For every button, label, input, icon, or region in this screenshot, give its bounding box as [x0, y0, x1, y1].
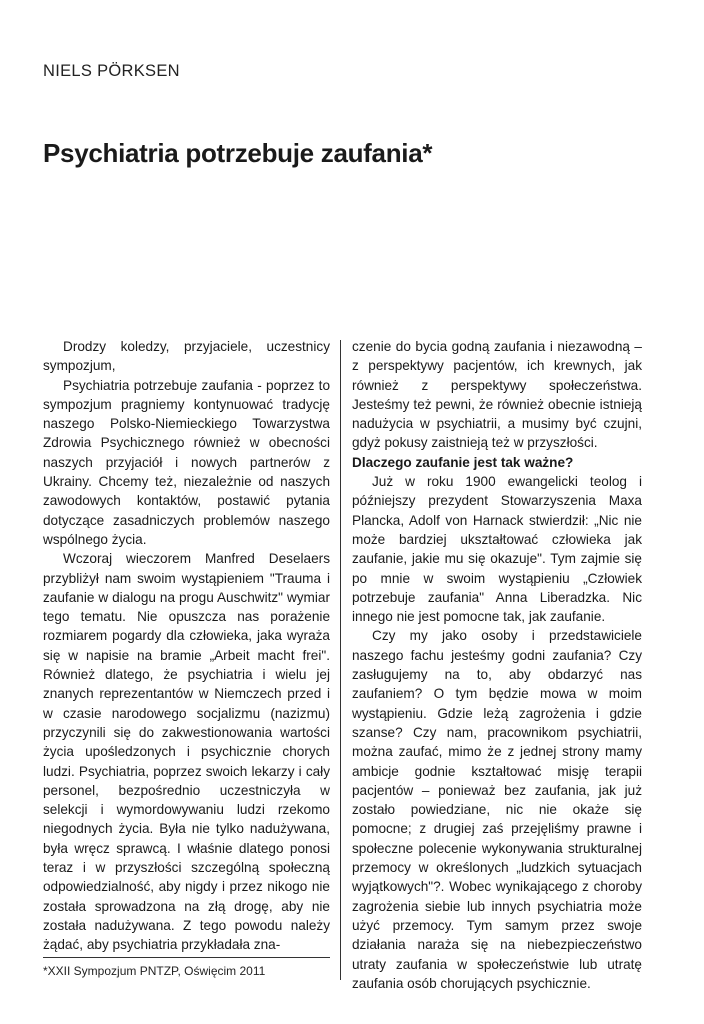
paragraph-harnack: Już w roku 1900 ewangelicki teolog i późniejszy prezydent Stowarzyszenia Maxa Plancka, Adolf von Harnack stwierdził: „Nic nie może bardziej ukształtować człowieka jak zaufanie, jakie mu się okazuje". Tym zajmie się po mnie w swoim wystąpieniu „Człowiek potrzebuje zaufania" Anna Liberadzka. Nic innego nie jest pomocne tak, jak zaufanie.: [352, 474, 642, 625]
author-name: NIELS PÖRKSEN: [43, 62, 180, 80]
article-title: Psychiatria potrzebuje zaufania*: [43, 138, 433, 168]
right-column: [352, 337, 642, 993]
paragraph-greeting: Drodzy koledzy, przyjaciele, uczestnicy sympozjum,: [43, 339, 330, 374]
paragraph-continuation: czenie do bycia godną zaufania i niezawodną – z perspektywy pacjentów, ich krewnych, jak również z perspektywy społeczeństwa. Jesteśmy też pewni, że również obecnie istnieją nadużycia w psychiatrii, a musimy być czujni, gdyż pokusy zaistnieją też w przyszłości.: [352, 339, 642, 451]
footnote: *XXII Sympozjum PNTZP, Oświęcim 2011: [43, 964, 266, 978]
paragraph-trust-questions: Czy my jako osoby i przedstawiciele naszego fachu jesteśmy godni zaufania? Czy zasługujemy na to, aby obdarzyć nas zaufaniem? O tym będzie mowa w moim wystąpieniu. Gdzie leżą zagrożenia i gdzie szanse? Czy nam, pracownikom psychiatrii, można zaufać, mimo że z jednej strony mamy ambicje godnie kształtować misję terapii pacjentów – ponieważ bez zaufania, jak już zostało powiedziane, nic nie okaże się pomocne; z drugiej zaś przejęliśmy prawne i społeczne polecenie wykonywania strukturalnej przemocy w określonych „ludzkich sytuacjach wyjątkowych"?. Wobec wynikającego z choroby zagrożenia siebie lub innych psychiatria może użyć przemocy. Tym samym przez swoje działania naraża się na niebezpieczeństwo utraty zaufania w społeczeństwie lub utratę zaufania osób chorujących psychicznie.: [352, 628, 642, 991]
section-heading: Dlaczego zaufanie jest tak ważne?: [352, 454, 574, 470]
paragraph-deselaers: Wczoraj wieczorem Manfred Deselaers przybliżył nam swoim wystąpieniem "Trauma i zaufanie w dialogu na progu Auschwitz" wymiar tego tematu. Nie opuszcza nas porażenie rozmiarem pogardy dla człowieka, jaka wyraża się w napisie na bramie „Arbeit macht frei". Również dlatego, że psychiatria i wielu jej znanych reprezentantów w Niemczech przed i w czasie narodowego socjalizmu (nazizmu) przyczynili się do zakwestionowania wartości życia upośledzonych i psychicznie chorych ludzi. Psychiatria, poprzez swoich lekarzy i cały personel, bezpośrednio uczestniczyła w selekcji i wymordowywaniu ludzi rzekomo niegodnych życia. Była nie tylko nadużywana, była wręcz sprawcą. I właśnie dlatego ponosi teraz i w przyszłości szczególną społeczną odpowiedzialność, aby nigdy i przez nikogo nie została sprowadzona na złą drogę, aby nie została nadużywana. Z tego powodu należy żądać, aby psychiatria przykładała zna-: [43, 551, 330, 953]
left-column: [43, 337, 330, 955]
column-divider: [340, 340, 341, 980]
paragraph-intro: Psychiatria potrzebuje zaufania - poprzez to sympozjum pragniemy kontynuować tradycję naszego Polsko-Niemieckiego Towarzystwa Zdrowia Psychicznego również w obecności naszych przyjaciół i nowych partnerów z Ukrainy. Chcemy też, niezależnie od naszych zawodowych kontaktów, postawić pytania dotyczące zasadniczych problemów naszego wspólnego życia.: [43, 377, 330, 547]
footnote-rule: [43, 957, 330, 958]
